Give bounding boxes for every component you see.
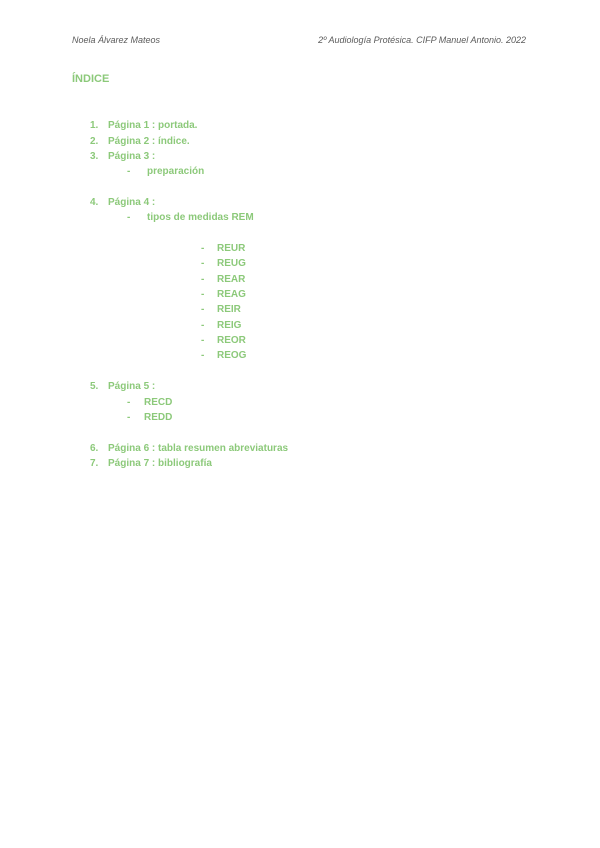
sub-item-label: REDD	[144, 412, 173, 423]
item-number: 2.	[90, 136, 99, 147]
dash-bullet: -	[127, 212, 131, 223]
sub-sub-item-label: REOR	[217, 335, 246, 346]
list-item	[90, 457, 212, 471]
dash-bullet: -	[201, 289, 205, 300]
dash-bullet: -	[127, 166, 131, 177]
header-author: Noela Álvarez Mateos	[72, 35, 161, 45]
item-label: Página 7 : bibliografía	[108, 458, 212, 469]
item-label: Página 3 :	[108, 151, 156, 162]
sub-item-label: RECD	[144, 397, 173, 408]
sub-item-label: tipos de medidas REM	[147, 212, 254, 223]
sub-item	[127, 411, 172, 425]
list-item	[90, 119, 197, 133]
sub-item-label: preparación	[147, 166, 205, 177]
item-label: Página 2 : índice.	[108, 136, 190, 147]
list-item	[90, 380, 155, 394]
sub-sub-item	[201, 303, 241, 317]
sub-sub-item	[201, 288, 246, 302]
list-item	[90, 150, 155, 164]
item-number: 6.	[90, 443, 99, 454]
sub-item	[127, 396, 172, 410]
sub-sub-item-label: REOG	[217, 350, 247, 361]
dash-bullet: -	[201, 258, 205, 269]
item-label: Página 5 :	[108, 381, 156, 392]
dash-bullet: -	[201, 350, 205, 361]
sub-sub-item-label: REUG	[217, 258, 246, 269]
list-item	[90, 196, 155, 210]
item-number: 4.	[90, 197, 99, 208]
sub-sub-item-label: REAR	[217, 274, 246, 285]
dash-bullet: -	[127, 397, 131, 408]
dash-bullet: -	[201, 304, 205, 315]
item-label: Página 4 :	[108, 197, 156, 208]
sub-sub-item	[201, 242, 245, 256]
sub-sub-item	[201, 319, 241, 333]
dash-bullet: -	[201, 335, 205, 346]
dash-bullet: -	[201, 243, 205, 254]
sub-sub-item	[201, 257, 246, 271]
dash-bullet: -	[127, 412, 131, 423]
list-item	[90, 135, 190, 149]
sub-sub-item	[201, 334, 246, 348]
item-number: 5.	[90, 381, 99, 392]
list-item	[90, 442, 288, 456]
dash-bullet: -	[201, 320, 205, 331]
sub-item	[127, 211, 254, 225]
sub-sub-item-label: REAG	[217, 289, 246, 300]
sub-sub-item-label: REUR	[217, 243, 246, 254]
page-title: ÍNDICE	[72, 73, 110, 85]
header-course: 2º Audiología Protésica. CIFP Manuel Antonio. 2022	[318, 35, 526, 45]
sub-sub-item-label: REIR	[217, 304, 241, 315]
sub-sub-item	[201, 349, 246, 363]
item-label: Página 6 : tabla resumen abreviaturas	[108, 443, 289, 454]
sub-item	[127, 165, 204, 179]
sub-sub-item	[201, 273, 245, 287]
item-number: 1.	[90, 120, 99, 131]
sub-sub-item-label: REIG	[217, 320, 242, 331]
item-number: 3.	[90, 151, 99, 162]
item-label: Página 1 : portada.	[108, 120, 198, 131]
dash-bullet: -	[201, 274, 205, 285]
item-number: 7.	[90, 458, 99, 469]
